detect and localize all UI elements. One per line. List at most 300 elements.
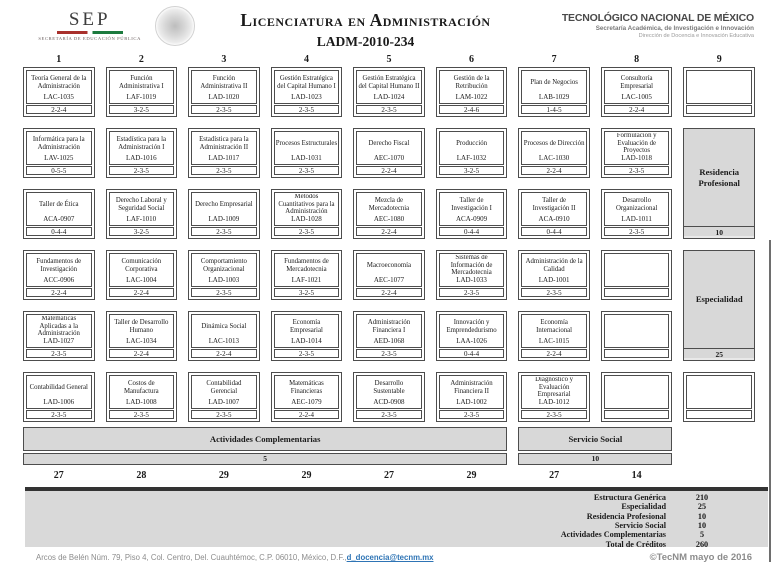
course-name: Derecho Empresarial — [195, 200, 253, 208]
course-code: ACD-0908 — [373, 398, 405, 406]
course-credits: 2-3-5 — [274, 166, 340, 175]
summary-row — [25, 539, 738, 548]
course-code: LAD-1007 — [208, 398, 240, 406]
course-name: Plan de Negocios — [530, 78, 578, 86]
course-card — [188, 189, 260, 239]
course-credits: 2-2-4 — [356, 166, 422, 175]
course-code: ACA-0909 — [455, 215, 488, 223]
band-actividades-credits: 5 — [23, 453, 507, 465]
course-code: LAC-1004 — [126, 276, 157, 284]
block-credits: 25 — [684, 348, 754, 360]
column-total: 28 — [136, 470, 147, 481]
course-name: Consultoría Empresarial — [620, 74, 654, 90]
especialidad-block — [683, 250, 755, 361]
course-card — [436, 67, 508, 117]
summary-row — [25, 502, 738, 511]
course-card — [601, 67, 673, 117]
course-card — [436, 128, 508, 178]
course-card-body — [26, 70, 92, 104]
column-number: 4 — [303, 54, 309, 65]
empty-card — [601, 311, 673, 361]
course-code — [688, 101, 750, 102]
course-card — [188, 250, 260, 300]
course-code — [606, 345, 668, 346]
course-name: Matemáticas Financieras — [289, 379, 324, 395]
course-name: Taller de Desarrollo Humano — [114, 318, 169, 334]
course-code: LAD-1002 — [456, 398, 487, 406]
course-name: Taller de Investigación I — [451, 196, 492, 212]
course-credits: 2-2-4 — [274, 410, 340, 419]
course-code: LAF-1021 — [291, 276, 322, 284]
course-code: ACA-0907 — [43, 215, 75, 223]
footer-copyright: ©TecNM mayo de 2016 — [649, 552, 752, 563]
course-credits: 2-3-5 — [274, 227, 340, 236]
course-card-body — [356, 314, 422, 348]
empty-card — [601, 372, 673, 422]
course-credits: 0-4-4 — [26, 227, 92, 236]
block-credits: 10 — [684, 226, 754, 238]
course-card — [271, 189, 343, 239]
column-total: 27 — [383, 470, 394, 481]
course-code: LAD-1008 — [125, 398, 157, 406]
course-code: LAV-1025 — [44, 154, 74, 162]
course-code: LAA-1026 — [456, 337, 487, 345]
course-card-body — [26, 314, 92, 348]
semester-column — [683, 67, 755, 422]
course-code — [606, 406, 668, 407]
summary-label: Actividades Complementarias — [560, 530, 666, 540]
footer — [0, 552, 774, 563]
course-card-body — [356, 131, 422, 165]
footer-email-link[interactable]: d_docencia@tecnm.mx — [346, 553, 434, 562]
course-credits: 2-3-5 — [26, 349, 92, 358]
course-name: Métodos Cuantitativos para la Administración — [278, 194, 335, 215]
course-card-body — [109, 131, 175, 165]
course-card-body — [274, 70, 340, 104]
band-servicio-label: Servicio Social — [518, 427, 672, 451]
course-name: Mezcla de Mercadotecnia — [368, 196, 410, 212]
summary-label: Estructura Genérica — [593, 493, 666, 503]
course-card — [23, 372, 95, 422]
course-credits: 2-2-4 — [356, 288, 422, 297]
column-total: 29 — [218, 470, 229, 481]
course-code: LAF-1010 — [126, 215, 157, 223]
course-name: Sistemas de Información de Mercadotecnia — [450, 255, 493, 276]
course-name — [606, 377, 668, 406]
course-code: LAD-1003 — [208, 276, 240, 284]
course-name — [606, 316, 668, 345]
course-card-body — [521, 375, 587, 409]
course-card — [271, 372, 343, 422]
course-code: LAD-1017 — [208, 154, 240, 162]
summary-value: 10 — [697, 521, 707, 531]
course-card — [353, 250, 425, 300]
course-card-body — [26, 375, 92, 409]
course-card-body — [604, 70, 670, 104]
course-name: Administración Financiera II — [450, 379, 493, 395]
course-name: Producción — [456, 139, 488, 147]
course-card-body — [521, 192, 587, 226]
band-servicio-credits: 10 — [518, 453, 672, 465]
course-name: Procesos de Dirección — [523, 139, 585, 147]
course-credits: 2-3-5 — [439, 410, 505, 419]
course-code: LAF-1019 — [126, 93, 157, 101]
course-credits: 2-2-4 — [109, 349, 175, 358]
column-total: 29 — [466, 470, 477, 481]
course-card-body — [356, 192, 422, 226]
course-card — [518, 311, 590, 361]
course-card — [106, 189, 178, 239]
course-card — [23, 250, 95, 300]
course-card-body — [191, 253, 257, 287]
course-credits: 2-2-4 — [26, 105, 92, 114]
course-name: Función Administrativa II — [200, 74, 248, 90]
course-card — [436, 311, 508, 361]
course-card — [271, 67, 343, 117]
course-card — [23, 311, 95, 361]
summary-label: Total de Créditos — [605, 539, 666, 549]
course-card-body — [191, 70, 257, 104]
semester-column — [353, 67, 425, 422]
course-credits: 2-3-5 — [26, 410, 92, 419]
summary-row — [25, 493, 738, 502]
empty-card — [601, 250, 673, 300]
course-card — [188, 372, 260, 422]
course-credits: 2-2-4 — [521, 166, 587, 175]
course-credits: 2-3-5 — [274, 349, 340, 358]
course-name: Función Administrativa I — [118, 74, 164, 90]
course-card-body — [274, 131, 340, 165]
course-card-body — [686, 375, 752, 409]
course-code: LAD-1011 — [621, 215, 652, 223]
course-card-body — [439, 314, 505, 348]
course-card-body — [604, 192, 670, 226]
course-credits: 1-4-5 — [521, 105, 587, 114]
course-code: LAC-1005 — [621, 93, 652, 101]
column-total: 14 — [631, 470, 642, 481]
block-label: Residencia Profesional — [698, 166, 740, 188]
course-card-body — [439, 375, 505, 409]
column-number: 8 — [634, 54, 640, 65]
plan-code: LADM-2010-234 — [316, 34, 415, 49]
course-code: LAD-1018 — [621, 154, 653, 162]
course-name: Estadística para la Administración I — [116, 135, 167, 151]
course-code: LAD-1023 — [291, 93, 322, 101]
course-name: Comportamiento Organizacional — [200, 257, 247, 273]
course-name — [688, 377, 750, 406]
course-code: LAC-1035 — [43, 93, 74, 101]
course-name: Administración Financiera I — [367, 318, 411, 334]
course-card — [106, 372, 178, 422]
block-label: Especialidad — [695, 294, 743, 305]
summary-value: 10 — [697, 511, 707, 521]
course-name: Administración de la Calidad — [525, 257, 583, 273]
course-code: LAD-1028 — [291, 215, 322, 223]
course-name: Formulación y Evaluación de Proyectos — [616, 133, 657, 154]
course-credits: 2-3-5 — [521, 288, 587, 297]
course-card-body — [274, 253, 340, 287]
course-card — [23, 128, 95, 178]
course-credits: 0-4-4 — [521, 227, 587, 236]
course-code: LAD-1024 — [373, 93, 405, 101]
course-card-body — [191, 375, 257, 409]
course-code: LAM-1022 — [455, 93, 488, 101]
course-name: Costos de Manufactura — [123, 379, 159, 395]
course-card — [518, 128, 590, 178]
mexico-seal-icon — [155, 6, 195, 46]
course-card-body — [356, 375, 422, 409]
course-name: Contabilidad General — [29, 383, 88, 391]
course-name: Diagnóstico y Evaluación Empresarial — [535, 377, 574, 398]
course-card-body — [521, 253, 587, 287]
column-number: 7 — [551, 54, 557, 65]
course-card-body — [356, 70, 422, 104]
course-credits: 2-3-5 — [521, 410, 587, 419]
course-card — [271, 250, 343, 300]
course-card — [188, 311, 260, 361]
course-credits: 3-2-5 — [109, 105, 175, 114]
page-title: Licenciatura en Administración — [240, 10, 491, 30]
course-card — [353, 372, 425, 422]
course-card-body — [521, 70, 587, 104]
course-card-body — [191, 192, 257, 226]
course-code: AED-1068 — [373, 337, 405, 345]
course-name: Taller de Ética — [39, 200, 79, 208]
summary-value: 210 — [695, 493, 709, 503]
course-code: LAD-1033 — [456, 276, 487, 284]
course-code: LAD-1027 — [43, 337, 75, 345]
course-credits: 0-4-4 — [439, 227, 505, 236]
course-name: Fundamentos de Investigación — [36, 257, 82, 273]
column-number: 2 — [138, 54, 144, 65]
course-code: ACA-0910 — [538, 215, 570, 223]
course-name: Fundamentos de Mercadotecnia — [284, 257, 329, 273]
semester-column — [601, 67, 673, 422]
course-card-body — [521, 314, 587, 348]
column-numbers-row — [23, 54, 755, 67]
course-code: LAC-1034 — [126, 337, 157, 345]
course-card — [518, 67, 590, 117]
course-card — [106, 67, 178, 117]
course-card-body — [191, 131, 257, 165]
course-code — [688, 406, 750, 407]
org-subtitle-2: Dirección de Docencia e Innovación Educativa — [638, 33, 754, 39]
band-servicio-social — [518, 427, 672, 465]
course-card-body — [191, 314, 257, 348]
course-card-body — [274, 375, 340, 409]
bands-row — [23, 427, 755, 465]
empty-card — [683, 372, 755, 422]
band-actividades-complementarias — [23, 427, 507, 465]
band-actividades-label: Actividades Complementarias — [23, 427, 507, 451]
course-credits: 2-2-4 — [26, 288, 92, 297]
column-totals-row — [23, 470, 755, 485]
course-credits: 2-3-5 — [356, 105, 422, 114]
course-name: Procesos Estructurales — [275, 139, 338, 147]
course-name: Gestión Estratégica del Capital Humano II — [358, 74, 420, 90]
course-code: AEC-1079 — [291, 398, 322, 406]
course-code: LAD-1001 — [538, 276, 570, 284]
sep-flag-bar — [57, 31, 123, 34]
summary-value: 25 — [697, 502, 707, 512]
course-card-body — [439, 192, 505, 226]
course-code: LAD-1031 — [291, 154, 322, 162]
course-card — [436, 372, 508, 422]
course-credits: 2-3-5 — [109, 410, 175, 419]
course-credits: 2-3-5 — [604, 227, 670, 236]
column-number: 9 — [716, 54, 722, 65]
org-name: TECNOLÓGICO NACIONAL DE MÉXICO — [561, 12, 754, 24]
course-card-body — [604, 253, 670, 287]
sep-logo — [38, 10, 141, 42]
org-subtitle-1: Secretaría Académica, de Investigación e Innovación — [595, 25, 754, 32]
course-card-body — [274, 314, 340, 348]
course-card-body — [26, 253, 92, 287]
course-code: LAD-1016 — [125, 154, 157, 162]
course-credits: 2-2-4 — [356, 227, 422, 236]
course-code — [606, 284, 668, 285]
course-card-body — [109, 375, 175, 409]
course-code: AEC-1070 — [373, 154, 405, 162]
column-number: 5 — [386, 54, 392, 65]
column-total: 27 — [549, 470, 560, 481]
course-card — [188, 67, 260, 117]
course-card-body — [109, 253, 175, 287]
summary-value: 260 — [695, 539, 709, 549]
header — [0, 0, 774, 54]
course-name — [688, 72, 750, 101]
course-name: Teoría General de la Administración — [31, 74, 87, 90]
course-code: LAD-1006 — [43, 398, 75, 406]
course-credits: 2-4-6 — [439, 105, 505, 114]
course-credits: 3-2-5 — [439, 166, 505, 175]
summary-label: Especialidad — [621, 502, 666, 512]
curriculum-grid — [23, 67, 755, 422]
org-block — [536, 6, 774, 39]
course-card-body — [604, 375, 670, 409]
course-card — [271, 311, 343, 361]
course-name: Estadística para la Administración II — [199, 135, 249, 151]
course-code: AEC-1080 — [373, 215, 405, 223]
course-credits: 2-3-5 — [191, 166, 257, 175]
course-name: Taller de Investigación II — [532, 196, 576, 212]
course-card-body — [26, 131, 92, 165]
course-card — [353, 128, 425, 178]
course-credits — [686, 410, 752, 419]
course-card — [518, 250, 590, 300]
course-card — [353, 311, 425, 361]
course-name: Economía Internacional — [536, 318, 573, 334]
course-card — [106, 128, 178, 178]
course-card — [106, 311, 178, 361]
semester-column — [23, 67, 95, 422]
course-credits: 2-3-5 — [191, 227, 257, 236]
course-code: LAC-1015 — [538, 337, 570, 345]
course-credits: 0-5-5 — [26, 166, 92, 175]
course-card-body — [26, 192, 92, 226]
summary-label: Residencia Profesional — [586, 511, 666, 521]
course-card-body — [439, 131, 505, 165]
course-code: AEC-1077 — [373, 276, 405, 284]
course-credits: 2-3-5 — [439, 288, 505, 297]
empty-card — [683, 67, 755, 117]
course-card-body — [439, 253, 505, 287]
curriculum-grid-wrap — [23, 54, 755, 485]
course-name: Matemáticas Aplicadas a la Administración — [37, 316, 80, 337]
course-card — [106, 250, 178, 300]
course-code: LAF-1032 — [456, 154, 487, 162]
course-name: Gestión de la Retribución — [453, 74, 490, 90]
course-credits: 2-3-5 — [191, 105, 257, 114]
summary-row — [25, 521, 738, 530]
semester-column — [436, 67, 508, 422]
course-name: Derecho Fiscal — [368, 139, 410, 147]
course-name: Comunicación Corporativa — [121, 257, 162, 273]
course-credits: 2-3-5 — [274, 105, 340, 114]
course-card-body — [109, 192, 175, 226]
course-credits: 2-2-4 — [191, 349, 257, 358]
course-credits: 2-2-4 — [604, 105, 670, 114]
course-code: LAD-1009 — [208, 215, 240, 223]
course-card — [271, 128, 343, 178]
course-name: Desarrollo Sustentable — [373, 379, 405, 395]
course-credits: 3-2-5 — [274, 288, 340, 297]
course-name: Desarrollo Organizacional — [615, 196, 658, 212]
footer-address: Arcos de Belén Núm. 79, Piso 4, Col. Centro, Del. Cuauhtémoc, C.P. 06010, México, D.F., — [36, 553, 347, 562]
column-number: 6 — [469, 54, 475, 65]
course-credits: 2-3-5 — [356, 410, 422, 419]
course-code: LAC-1013 — [208, 337, 240, 345]
course-card — [436, 250, 508, 300]
course-credits — [604, 410, 670, 419]
course-card-body — [109, 70, 175, 104]
semester-column — [106, 67, 178, 422]
course-card — [23, 67, 95, 117]
course-code: LAD-1020 — [208, 93, 240, 101]
course-credits — [686, 105, 752, 114]
course-name: Contabilidad Gerencial — [206, 379, 242, 395]
course-name: Informática para la Administración — [32, 135, 85, 151]
course-credits: 2-3-5 — [191, 288, 257, 297]
course-card — [601, 189, 673, 239]
course-credits — [604, 349, 670, 358]
course-credits: 3-2-5 — [109, 227, 175, 236]
course-card-body — [686, 70, 752, 104]
course-name — [606, 255, 668, 284]
residencia-profesional-block — [683, 128, 755, 239]
course-card-body — [439, 70, 505, 104]
course-name: Innovación y Emprendedurismo — [446, 318, 497, 334]
course-code: LAC-1030 — [538, 154, 570, 162]
course-credits: 2-2-4 — [109, 288, 175, 297]
header-logos — [0, 6, 195, 46]
summary-row — [25, 530, 738, 539]
course-card — [188, 128, 260, 178]
course-credits: 2-3-5 — [191, 410, 257, 419]
course-name: Dinámica Social — [201, 322, 247, 330]
header-titles — [195, 6, 536, 50]
column-number: 3 — [221, 54, 227, 65]
column-total: 29 — [301, 470, 312, 481]
course-card-body — [604, 314, 670, 348]
course-card-body — [109, 314, 175, 348]
course-card-body — [356, 253, 422, 287]
course-card-body — [274, 192, 340, 226]
course-code: LAD-1014 — [291, 337, 322, 345]
course-credits: 2-3-5 — [109, 166, 175, 175]
course-card — [353, 67, 425, 117]
course-credits — [604, 288, 670, 297]
